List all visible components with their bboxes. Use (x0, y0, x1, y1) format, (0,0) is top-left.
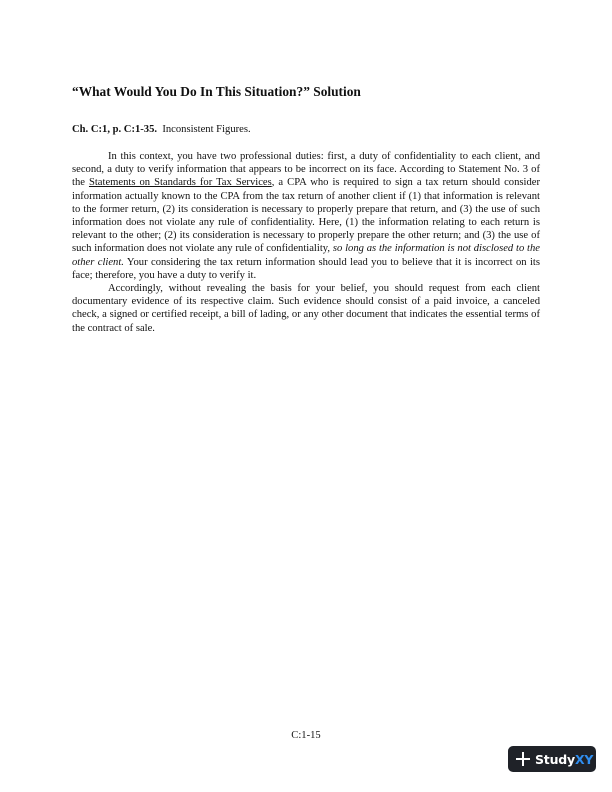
paragraph-2: Accordingly, without revealing the basis for your belief, you should request from each client documentary evidence of its respective claim. Such evidence should consist of a paid invoice, a canceled check, a signed or certified receipt, a bill of lading, or any other document that indicates the essential terms of the contract of sale. (72, 283, 540, 334)
reference-label: Ch. C:1, p. C:1-35. (72, 124, 158, 135)
solution-body (72, 150, 540, 335)
watermark-word-study: Study (535, 751, 575, 767)
watermark-word-xy: XY (574, 751, 594, 767)
paragraph-1-part-1: In this context, you have two professional duties: first, a duty of confidentiality to each client, and second, a duty to verify information that appears to be incorrect on its face. According to Statement No. 3 of the (72, 151, 540, 189)
page-number: C:1-15 (291, 730, 321, 741)
reference-topic: Inconsistent Figures. (162, 124, 251, 135)
studyxy-watermark (508, 746, 596, 772)
standards-title: Statements on Standards for Tax Services (88, 177, 272, 189)
paragraph-1-italic: so long as the information is not disclosed to the other client. (72, 243, 540, 268)
watermark-wordmark (535, 752, 593, 767)
plus-icon (516, 752, 530, 766)
page-title: “What Would You Do In This Situation?” Solution (72, 84, 361, 99)
paragraph-1 (72, 150, 540, 282)
paragraph-1-part-3: Your considering the tax return information should lead you to believe that it is incorrect on its face; therefore, you have a duty to verify it. (72, 256, 540, 281)
paragraph-1-part-2: , a CPA who is required to sign a tax return should consider information actually known to the CPA from the tax return of another client if (1) that information is relevant to the former return, (2) its consideration is necessary to properly prepare that return, and (3) the use of such information does not violate any rule of confidentiality. Here, (1) the information relating to each return is relevant to the other; (2) its consideration is necessary to properly prepare the other return; and (3) the use of such information does not violate any rule of confidentiality, (72, 177, 540, 255)
chapter-reference (72, 123, 542, 136)
